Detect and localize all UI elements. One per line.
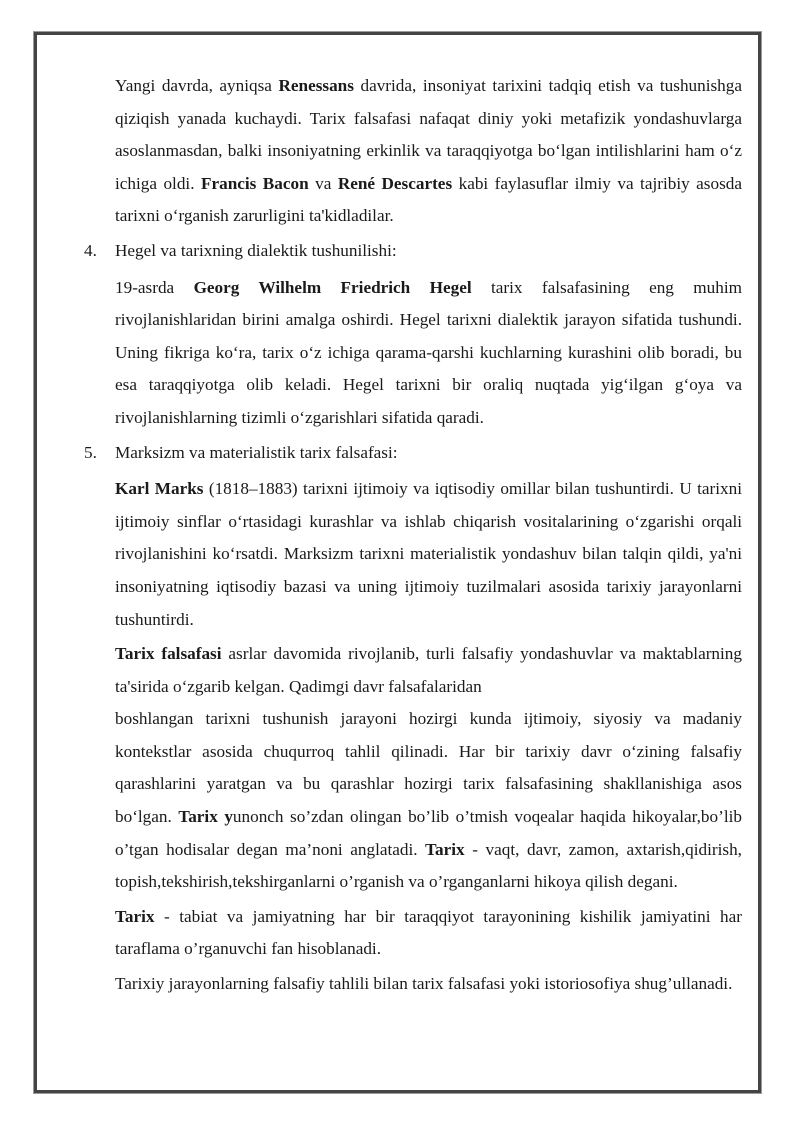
bold-name: Georg Wilhelm Friedrich Hegel [193,277,472,297]
list-heading: Marksizm va materialistik tarix falsafasi: [115,442,398,462]
paragraph-history-science [115,901,742,966]
list-heading: Hegel va tarixning dialektik tushunilishi: [115,240,397,260]
text: - tabiat va jamiyatning har bir taraqqiyot tarayonining kishilik jamiyatini har taraflama o’rganuvchi fan hisoblanadi. [115,906,742,959]
text: boshlangan tarixni tushunish jarayoni hozirgi kunda ijtimoiy, siyosiy va madaniy kontekstlar asosida chuqurroq tahlil qilinadi. Har bir tarixiy davr o‘zining falsafiy qarashlarini yaratgan va bu qarashlar hozirgi tarix falsafasining shakllanishiga asos bo‘lgan. [115,709,742,827]
paragraph-philosophy-of-history [115,638,742,703]
text: Tarixiy jarayonlarning falsafiy tahlili bilan tarix falsafasi yoki istoriosofiya shug’ullanadi. [115,974,733,994]
paragraph-history-definition [115,703,742,899]
bold-term: Tarix [115,906,155,926]
list-item-4 [84,235,742,268]
text: kabi faylasuflar ilmiy va tajribiy asosda tarixni o‘rganish zarurligini ta'kidladilar. [115,173,742,226]
text: - vaqt, davr, zamon, axtarish,qidirish, topish,tekshirish,tekshirganlarni o’rganish va o’rganganlarni hikoya qilish degani. [115,839,742,892]
bold-term: Tarix falsafasi [115,644,222,664]
paragraph-hegel [115,272,742,435]
bold-term: Tarix [425,839,465,859]
list-number: 5. [84,442,97,462]
text: tarix falsafasining eng muhim rivojlanishlaridan birini amalga oshirdi. Hegel tarixni dialektik jarayon sifatida tushundi. Uning fikriga ko‘ra, tarix o‘z ichiga qarama-qarshi kuchlarning kurashini olib boradi, bu esa taraqqiyotga olib keladi. Hegel tarixni bir oraliq nuqtada yig‘ilgan g‘oya va rivojlanishlarning tizimli o‘zgarishlari sifatida qaradi. [115,277,742,427]
text: asrlar davomida rivojlanib, turli falsafiy yondashuvlar va maktablarning ta'sirida o‘zgarib kelgan. Qadimgi davr falsafalaridan [115,644,742,696]
bold-name: René Descartes [337,173,453,193]
text: davrida, insoniyat tarixini tadqiq etish va tushunishga qiziqish yanada kuchaydi. Tarix falsafasi nafaqat diniy yoki metafizik yondashuvlarga asoslanmasdan, balki insoniyatning erkinlik va taraqqiyotga bo‘lgan intilishlarini ham o‘z ichiga oldi. [115,76,742,193]
bold-term: Renessans [278,76,354,95]
text: unonch so’zdan olingan bo’lib o’tmish voqealar haqida hikoyalar,bo’lib o’tgan hodisalar degan ma’noni anglatadi. [115,807,742,859]
text: 19-asrda [115,277,194,297]
text: va [308,173,338,193]
list-number: 4. [84,240,97,260]
bold-term: Tarix y [178,807,233,827]
text: Yangi davrda, ayniqsa [115,76,279,95]
bold-name: Francis Bacon [200,173,309,193]
paragraph-marx [115,473,742,636]
paragraph-renaissance [115,70,742,233]
paragraph-historiosophy [115,968,742,1001]
list-item-5 [84,437,742,470]
text: (1818–1883) tarixni ijtimoiy va iqtisodiy omillar bilan tushuntirdi. U tarixni ijtimoiy sinflar o‘rtasidagi kurashlar va ishlab chiqarish vositalarining o‘zgarishi orqali rivojlanishini ko‘rsatdi. Marksizm tarixni materialistik yondashuv bilan talqin qildi, ya'ni insoniyatning iqtisodiy bazasi va uning ijtimoiy tuzilmalari asosida tarixiy jarayonlarni tushuntirdi. [115,479,742,629]
bold-name: Karl Marks [115,479,204,499]
document-body [84,70,742,1003]
